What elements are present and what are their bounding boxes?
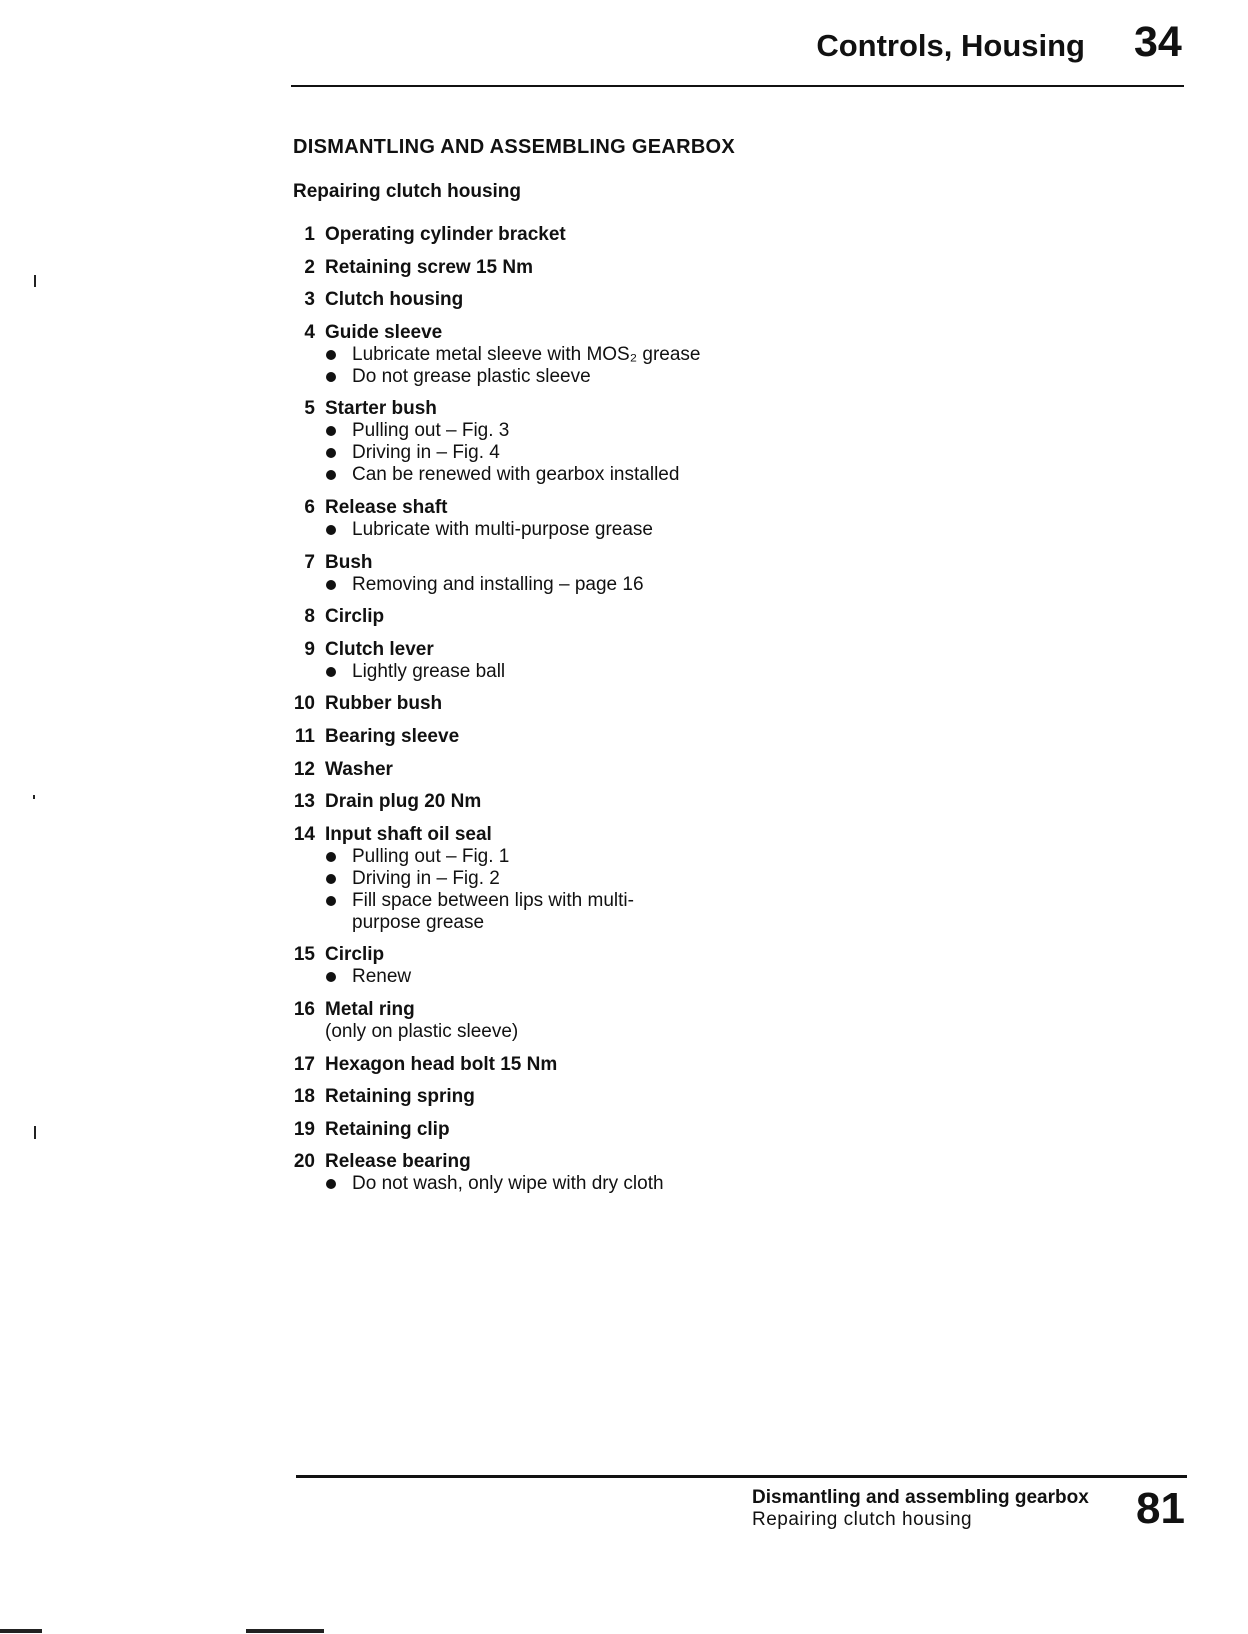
item-label: Washer — [325, 758, 393, 780]
item-number: 20 — [293, 1151, 315, 1173]
bullet-icon — [326, 972, 336, 982]
bullet-icon — [326, 667, 336, 677]
item-number: 6 — [304, 496, 315, 518]
item-number: 17 — [293, 1053, 315, 1075]
item-number: 9 — [304, 638, 315, 660]
list-item — [280, 999, 880, 1043]
item-number: 14 — [293, 823, 315, 845]
bullet-icon — [326, 426, 336, 436]
parts-list — [280, 224, 880, 1206]
list-item — [280, 322, 880, 388]
bullet-icon — [326, 874, 336, 884]
item-label: Input shaft oil seal — [325, 823, 492, 845]
note-text: Do not wash, only wipe with dry cloth — [352, 1173, 664, 1195]
item-head — [280, 726, 880, 748]
item-label: Guide sleeve — [325, 321, 443, 343]
item-label: Release shaft — [325, 496, 448, 518]
note-text: Lubricate with multi-purpose grease — [352, 518, 653, 540]
list-item — [280, 693, 880, 715]
item-head — [280, 999, 880, 1021]
item-head — [280, 257, 880, 279]
item-note — [280, 420, 880, 442]
item-number: 11 — [294, 725, 315, 747]
item-label: Retaining spring — [325, 1086, 475, 1108]
item-label: Operating cylinder bracket — [325, 224, 566, 245]
item-note — [280, 868, 880, 890]
item-label: Bearing sleeve — [325, 725, 460, 747]
item-head — [280, 606, 880, 628]
list-item — [280, 1151, 880, 1195]
list-item — [280, 791, 880, 813]
item-number: 13 — [293, 791, 315, 813]
item-head — [280, 289, 880, 311]
note-text: Fill space between lips with multi- — [352, 889, 634, 911]
scan-artifact — [0, 1629, 42, 1633]
bullet-icon — [326, 525, 336, 535]
item-head — [280, 791, 880, 813]
item-label: Retaining clip — [325, 1118, 450, 1140]
item-note — [280, 574, 880, 596]
scan-artifact — [34, 1126, 36, 1139]
item-head — [280, 693, 880, 715]
section-title: DISMANTLING AND ASSEMBLING GEARBOX — [293, 136, 736, 158]
item-note — [280, 366, 880, 388]
list-item — [280, 639, 880, 683]
item-label: Hexagon head bolt 15 Nm — [325, 1053, 558, 1075]
item-label: Circlip — [325, 944, 385, 966]
item-label: Metal ring — [325, 998, 415, 1020]
note-text: Lubricate metal sleeve with MOS₂ grease — [352, 343, 701, 365]
item-note — [280, 344, 880, 366]
note-text: Removing and installing – page 16 — [352, 573, 644, 595]
chapter-number: 34 — [1134, 18, 1182, 66]
header-title: Controls, Housing — [816, 28, 1085, 63]
footer-rule — [296, 1475, 1187, 1478]
list-item — [280, 606, 880, 628]
list-item — [280, 289, 880, 311]
item-head — [280, 552, 880, 574]
item-label: Retaining screw 15 Nm — [325, 256, 534, 278]
note-text: Driving in – Fig. 4 — [352, 442, 500, 464]
list-item — [280, 552, 880, 596]
list-item — [280, 1119, 880, 1141]
item-head — [280, 1054, 880, 1076]
item-label: Circlip — [325, 606, 385, 628]
bullet-icon — [326, 448, 336, 458]
scan-artifact — [33, 795, 35, 799]
item-head — [280, 824, 880, 846]
item-number: 4 — [304, 321, 315, 343]
item-note — [280, 846, 880, 868]
section-subtitle: Repairing clutch housing — [293, 181, 522, 202]
item-number: 7 — [304, 551, 315, 573]
page-number: 81 — [1136, 1484, 1185, 1533]
item-label: Bush — [325, 551, 373, 573]
item-number: 16 — [293, 998, 315, 1020]
note-text: Do not grease plastic sleeve — [352, 365, 591, 387]
note-text: Lightly grease ball — [352, 660, 506, 682]
item-number: 18 — [293, 1086, 315, 1108]
item-number: 12 — [293, 758, 315, 780]
bullet-icon — [326, 852, 336, 862]
item-note — [280, 442, 880, 464]
list-item — [280, 497, 880, 541]
list-item — [280, 1054, 880, 1076]
item-head — [280, 1151, 880, 1173]
item-head — [280, 224, 880, 246]
note-text: Renew — [352, 966, 412, 988]
item-label: Starter bush — [325, 398, 437, 420]
item-head — [280, 639, 880, 661]
item-head — [280, 322, 880, 344]
bullet-icon — [326, 580, 336, 590]
list-item — [280, 759, 880, 781]
note-text: Can be renewed with gearbox installed — [352, 464, 680, 486]
note-text: Pulling out – Fig. 1 — [352, 845, 510, 867]
item-label: Clutch lever — [325, 638, 434, 660]
item-number: 10 — [293, 693, 315, 715]
item-head — [280, 944, 880, 966]
list-item — [280, 1086, 880, 1108]
item-number: 2 — [304, 256, 315, 278]
item-note — [280, 464, 880, 486]
item-label: Rubber bush — [325, 693, 443, 715]
bullet-icon — [326, 1179, 336, 1189]
item-note — [280, 966, 880, 988]
item-label: Release bearing — [325, 1151, 471, 1173]
list-item — [280, 224, 880, 246]
item-number: 19 — [293, 1118, 315, 1140]
bullet-icon — [326, 896, 336, 906]
bullet-icon — [326, 350, 336, 360]
item-head — [280, 1086, 880, 1108]
bullet-icon — [326, 470, 336, 480]
item-note — [280, 519, 880, 541]
note-text: Pulling out – Fig. 3 — [352, 420, 510, 442]
scan-artifact — [34, 275, 36, 287]
item-number: 3 — [304, 289, 315, 311]
item-detail: (only on plastic sleeve) — [325, 1020, 519, 1042]
item-label: Clutch housing — [325, 289, 464, 311]
note-continuation: purpose grease — [352, 911, 485, 933]
footer-title: Dismantling and assembling gearbox — [752, 1487, 1089, 1508]
note-text: Driving in – Fig. 2 — [352, 867, 500, 889]
item-number: 8 — [304, 606, 315, 628]
list-item — [280, 257, 880, 279]
list-item — [280, 398, 880, 486]
item-note — [280, 1173, 880, 1195]
header-rule — [291, 85, 1184, 87]
item-number: 1 — [304, 224, 315, 245]
item-head — [280, 398, 880, 420]
item-note — [280, 890, 880, 912]
list-item — [280, 726, 880, 748]
footer-subtitle: Repairing clutch housing — [752, 1509, 973, 1530]
item-note — [280, 661, 880, 683]
list-item — [280, 944, 880, 988]
scan-artifact — [246, 1629, 324, 1633]
item-number: 15 — [293, 944, 315, 966]
list-item — [280, 824, 880, 934]
item-head — [280, 1119, 880, 1141]
bullet-icon — [326, 372, 336, 382]
item-label: Drain plug 20 Nm — [325, 791, 482, 813]
item-head — [280, 759, 880, 781]
item-number: 5 — [304, 398, 315, 420]
item-head — [280, 497, 880, 519]
